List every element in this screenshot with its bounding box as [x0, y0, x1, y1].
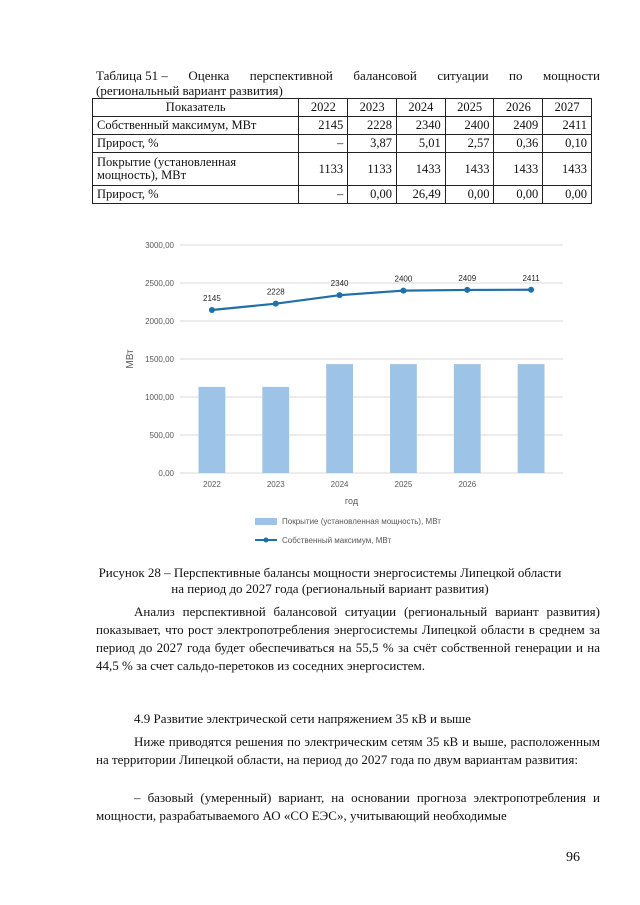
x-tick-label: 2023: [266, 480, 285, 489]
table-cell: 2,57: [445, 135, 494, 153]
power-balance-chart: [95, 230, 575, 560]
table-cell: 0,36: [494, 135, 543, 153]
table-caption-line2: (региональный вариант развития): [96, 83, 283, 98]
y-tick-label: 1500,00: [145, 355, 174, 364]
data-label: 2340: [330, 279, 349, 289]
table-cell: 1433: [543, 153, 592, 186]
table-cell: 1133: [348, 153, 397, 186]
caption-word: балансовой: [353, 68, 417, 83]
header-cell: Показатель: [93, 99, 299, 117]
table-caption-line1: [96, 68, 600, 83]
x-axis-label: год: [344, 496, 359, 506]
caption-word: перспективной: [249, 68, 333, 83]
table-cell: 1133: [299, 153, 348, 186]
figure-caption-line2: на период до 2027 года (региональный вариант развития): [171, 581, 489, 596]
table-cell: 1433: [494, 153, 543, 186]
data-label: 2411: [522, 273, 540, 283]
row-label: Прирост, %: [93, 186, 299, 204]
analysis-paragraph: Анализ перспективной балансовой ситуации (региональный вариант развития) показывает, что рост электропотребления энергосистемы Липецкой области в среднем за период до 2027 года будет обеспечиваться на 55,5 % за счёт собственной генерации и на 44,5 % за счет сальдо-перетоков из соседних энергосистем.: [96, 604, 600, 673]
table-row: [93, 135, 592, 153]
intro-paragraph: Ниже приводятся решения по электрическим сетям 35 кВ и выше, расположенным на территории Липецкой области, на период до 2027 года по двум вариантам развития:: [96, 734, 600, 767]
data-label: 2400: [394, 274, 413, 284]
table-cell: 0,00: [494, 186, 543, 204]
caption-word: по: [509, 68, 523, 83]
data-label: 2228: [266, 287, 285, 297]
table-cell: 2411: [543, 117, 592, 135]
caption-word: Таблица 51 –: [96, 68, 168, 83]
table-caption: [96, 68, 600, 98]
table-header-row: [93, 99, 592, 117]
legend-marker: [264, 538, 269, 543]
bar: [326, 364, 353, 473]
caption-word: мощности: [542, 68, 600, 83]
data-label: 2409: [458, 273, 477, 283]
bar: [454, 364, 481, 473]
y-tick-label: 2500,00: [145, 279, 174, 288]
caption-word: ситуации: [437, 68, 489, 83]
y-tick-label: 0,00: [158, 469, 174, 478]
table-cell: 2400: [445, 117, 494, 135]
table-cell: 2145: [299, 117, 348, 135]
header-cell: 2025: [445, 99, 494, 117]
data-label: 2145: [203, 293, 221, 303]
table-cell: –: [299, 186, 348, 204]
y-tick-label: 500,00: [149, 431, 174, 440]
line-point: [464, 287, 470, 293]
y-tick-label: 3000,00: [145, 241, 174, 250]
table-cell: 2409: [494, 117, 543, 135]
legend-label: Покрытие (установленная мощность), МВт: [282, 517, 441, 526]
table-cell: 0,00: [543, 186, 592, 204]
series-line: [212, 287, 531, 310]
x-tick-label: 2026: [458, 480, 477, 489]
table-cell: 0,10: [543, 135, 592, 153]
table-cell: 1433: [445, 153, 494, 186]
header-cell: 2024: [396, 99, 445, 117]
header-cell: 2022: [299, 99, 348, 117]
row-label: Прирост, %: [93, 135, 299, 153]
line-point: [273, 301, 279, 307]
table-cell: 0,00: [445, 186, 494, 204]
table-cell: 0,00: [348, 186, 397, 204]
table-cell: 1433: [396, 153, 445, 186]
table-cell: 2340: [396, 117, 445, 135]
table-row: [93, 153, 592, 186]
bar: [518, 364, 545, 473]
table-cell: 3,87: [348, 135, 397, 153]
y-axis-label: МВт: [125, 349, 136, 369]
x-tick-label: 2025: [394, 480, 413, 489]
row-label: Собственный максимум, МВт: [93, 117, 299, 135]
header-cell: 2023: [348, 99, 397, 117]
legend-label: Собственный максимум, МВт: [282, 536, 392, 545]
figure-caption-line1: Рисунок 28 – Перспективные балансы мощности энергосистемы Липецкой области: [98, 565, 562, 580]
line-point: [209, 307, 215, 313]
bar: [390, 364, 417, 473]
page-number: 96: [566, 850, 580, 865]
section-heading: 4.9 Развитие электрической сети напряжением 35 кВ и выше: [134, 711, 471, 726]
x-tick-label: 2022: [203, 480, 221, 489]
figure-caption: [60, 565, 600, 597]
list-item-paragraph: – базовый (умеренный) вариант, на основании прогноза электропотребления и мощности, разрабатываемого АО «СО ЕЭС», учитывающий необходимые: [96, 790, 600, 823]
y-tick-label: 1000,00: [145, 393, 174, 402]
caption-word: Оценка: [188, 68, 230, 83]
table-row: [93, 186, 592, 204]
table-cell: 26,49: [396, 186, 445, 204]
line-point: [528, 287, 534, 293]
y-tick-label: 2000,00: [145, 317, 174, 326]
line-point: [400, 288, 406, 294]
header-cell: 2026: [494, 99, 543, 117]
bar: [199, 387, 226, 473]
line-point: [337, 292, 343, 298]
x-tick-label: 2024: [330, 480, 349, 489]
table-cell: 5,01: [396, 135, 445, 153]
legend-swatch-bar: [255, 518, 277, 525]
row-label: Покрытие (установленная мощность), МВт: [93, 153, 299, 186]
balance-table: [92, 98, 592, 204]
bar: [262, 387, 289, 473]
header-cell: 2027: [543, 99, 592, 117]
table-cell: –: [299, 135, 348, 153]
table-cell: 2228: [348, 117, 397, 135]
table-row: [93, 117, 592, 135]
